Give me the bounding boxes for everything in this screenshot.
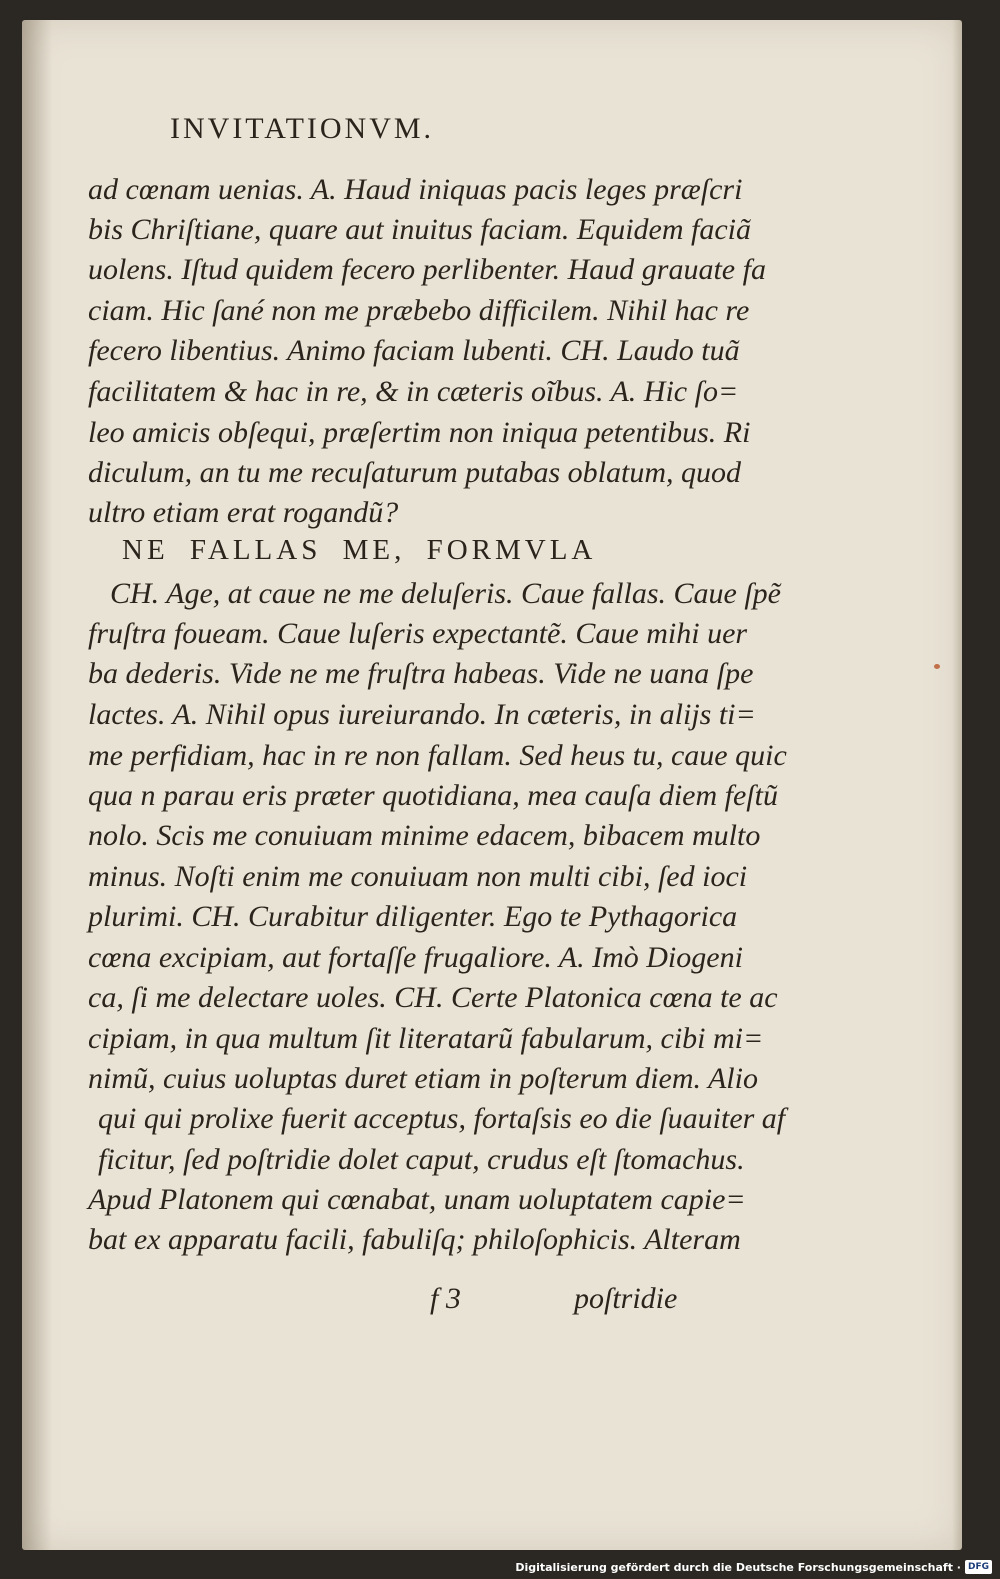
text-line: Apud Platonem qui cœnabat, unam uoluptatem capie= <box>88 1183 746 1216</box>
text-line: CH. Age, at caue ne me deluſeris. Caue fallas. Caue ſpẽ <box>110 577 782 610</box>
running-head: INVITATIONVM. <box>170 112 435 145</box>
text-line: me perfidiam, hac in re non fallam. Sed heus tu, caue quic <box>88 739 787 772</box>
text-line: fruſtra foueam. Caue luſeris expectantẽ. Caue mihi uer <box>88 617 748 650</box>
dfg-logo-icon: DFG <box>965 1560 992 1574</box>
text-line: bis Chriſtiane, quare aut inuitus faciam. Equidem faciã <box>88 213 752 246</box>
text-line: plurimi. CH. Curabitur diligenter. Ego te Pythagorica <box>88 900 738 933</box>
text-line: ciam. Hic ſané non me præbebo difficilem. Nihil hac re <box>88 294 750 327</box>
ink-speck <box>934 664 940 669</box>
text-line: cipiam, in qua multum ſit literatarũ fabularum, cibi mi= <box>88 1022 764 1055</box>
footer-text: Digitalisierung gefördert durch die Deutsche Forschungsgemeinschaft · <box>515 1560 961 1574</box>
text-line: qui qui prolixe fuerit acceptus, fortaſsis eo die ſuauiter af <box>98 1102 786 1135</box>
text-line: uolens. Iſtud quidem fecero perlibenter. Haud grauate fa <box>88 253 766 286</box>
page-gutter-shadow <box>22 20 52 1550</box>
catchword: poſtridie <box>574 1282 678 1315</box>
digitization-footer <box>515 1558 992 1576</box>
book-page <box>22 20 962 1550</box>
text-line: facilitatem & hac in re, & in cæteris oĩbus. A. Hic ſo= <box>88 375 739 408</box>
page-edge-shadow <box>952 20 962 1550</box>
text-line: fecero libentius. Animo faciam lubenti. CH. Laudo tuã <box>88 334 740 367</box>
section-heading: NE FALLAS ME, FORMVLA <box>122 534 597 566</box>
text-line: nolo. Scis me conuiuam minime edacem, bibacem multo <box>88 819 761 852</box>
text-line: ad cœnam uenias. A. Haud iniquas pacis leges præſcri <box>88 173 743 206</box>
text-line: bat ex apparatu facili, fabuliſq; philoſophicis. Alteram <box>88 1223 741 1256</box>
signature-mark: f 3 <box>430 1282 461 1315</box>
text-line: ba dederis. Vide ne me fruſtra habeas. Vide ne uana ſpe <box>88 657 754 690</box>
text-line: lactes. A. Nihil opus iureiurando. In cæteris, in alijs ti= <box>88 698 756 731</box>
text-line: diculum, an tu me recuſaturum putabas oblatum, quod <box>88 456 742 489</box>
text-line: qua n parau eris præter quotidiana, mea cauſa diem feſtũ <box>88 779 778 812</box>
text-line: leo amicis obſequi, præſertim non iniqua petentibus. Ri <box>88 416 751 449</box>
text-line: ficitur, ſed poſtridie dolet caput, crudus eſt ſtomachus. <box>98 1143 745 1176</box>
text-line: ultro etiam erat rogandũ? <box>88 496 399 529</box>
text-line: minus. Noſti enim me conuiuam non multi cibi, ſed ioci <box>88 860 748 893</box>
text-line: cœna excipiam, aut fortaſſe frugaliore. A. Imò Diogeni <box>88 941 743 974</box>
text-line: nimũ, cuius uoluptas duret etiam in poſterum diem. Alio <box>88 1062 758 1095</box>
text-line: ca, ſi me delectare uoles. CH. Certe Platonica cœna te ac <box>88 981 778 1014</box>
